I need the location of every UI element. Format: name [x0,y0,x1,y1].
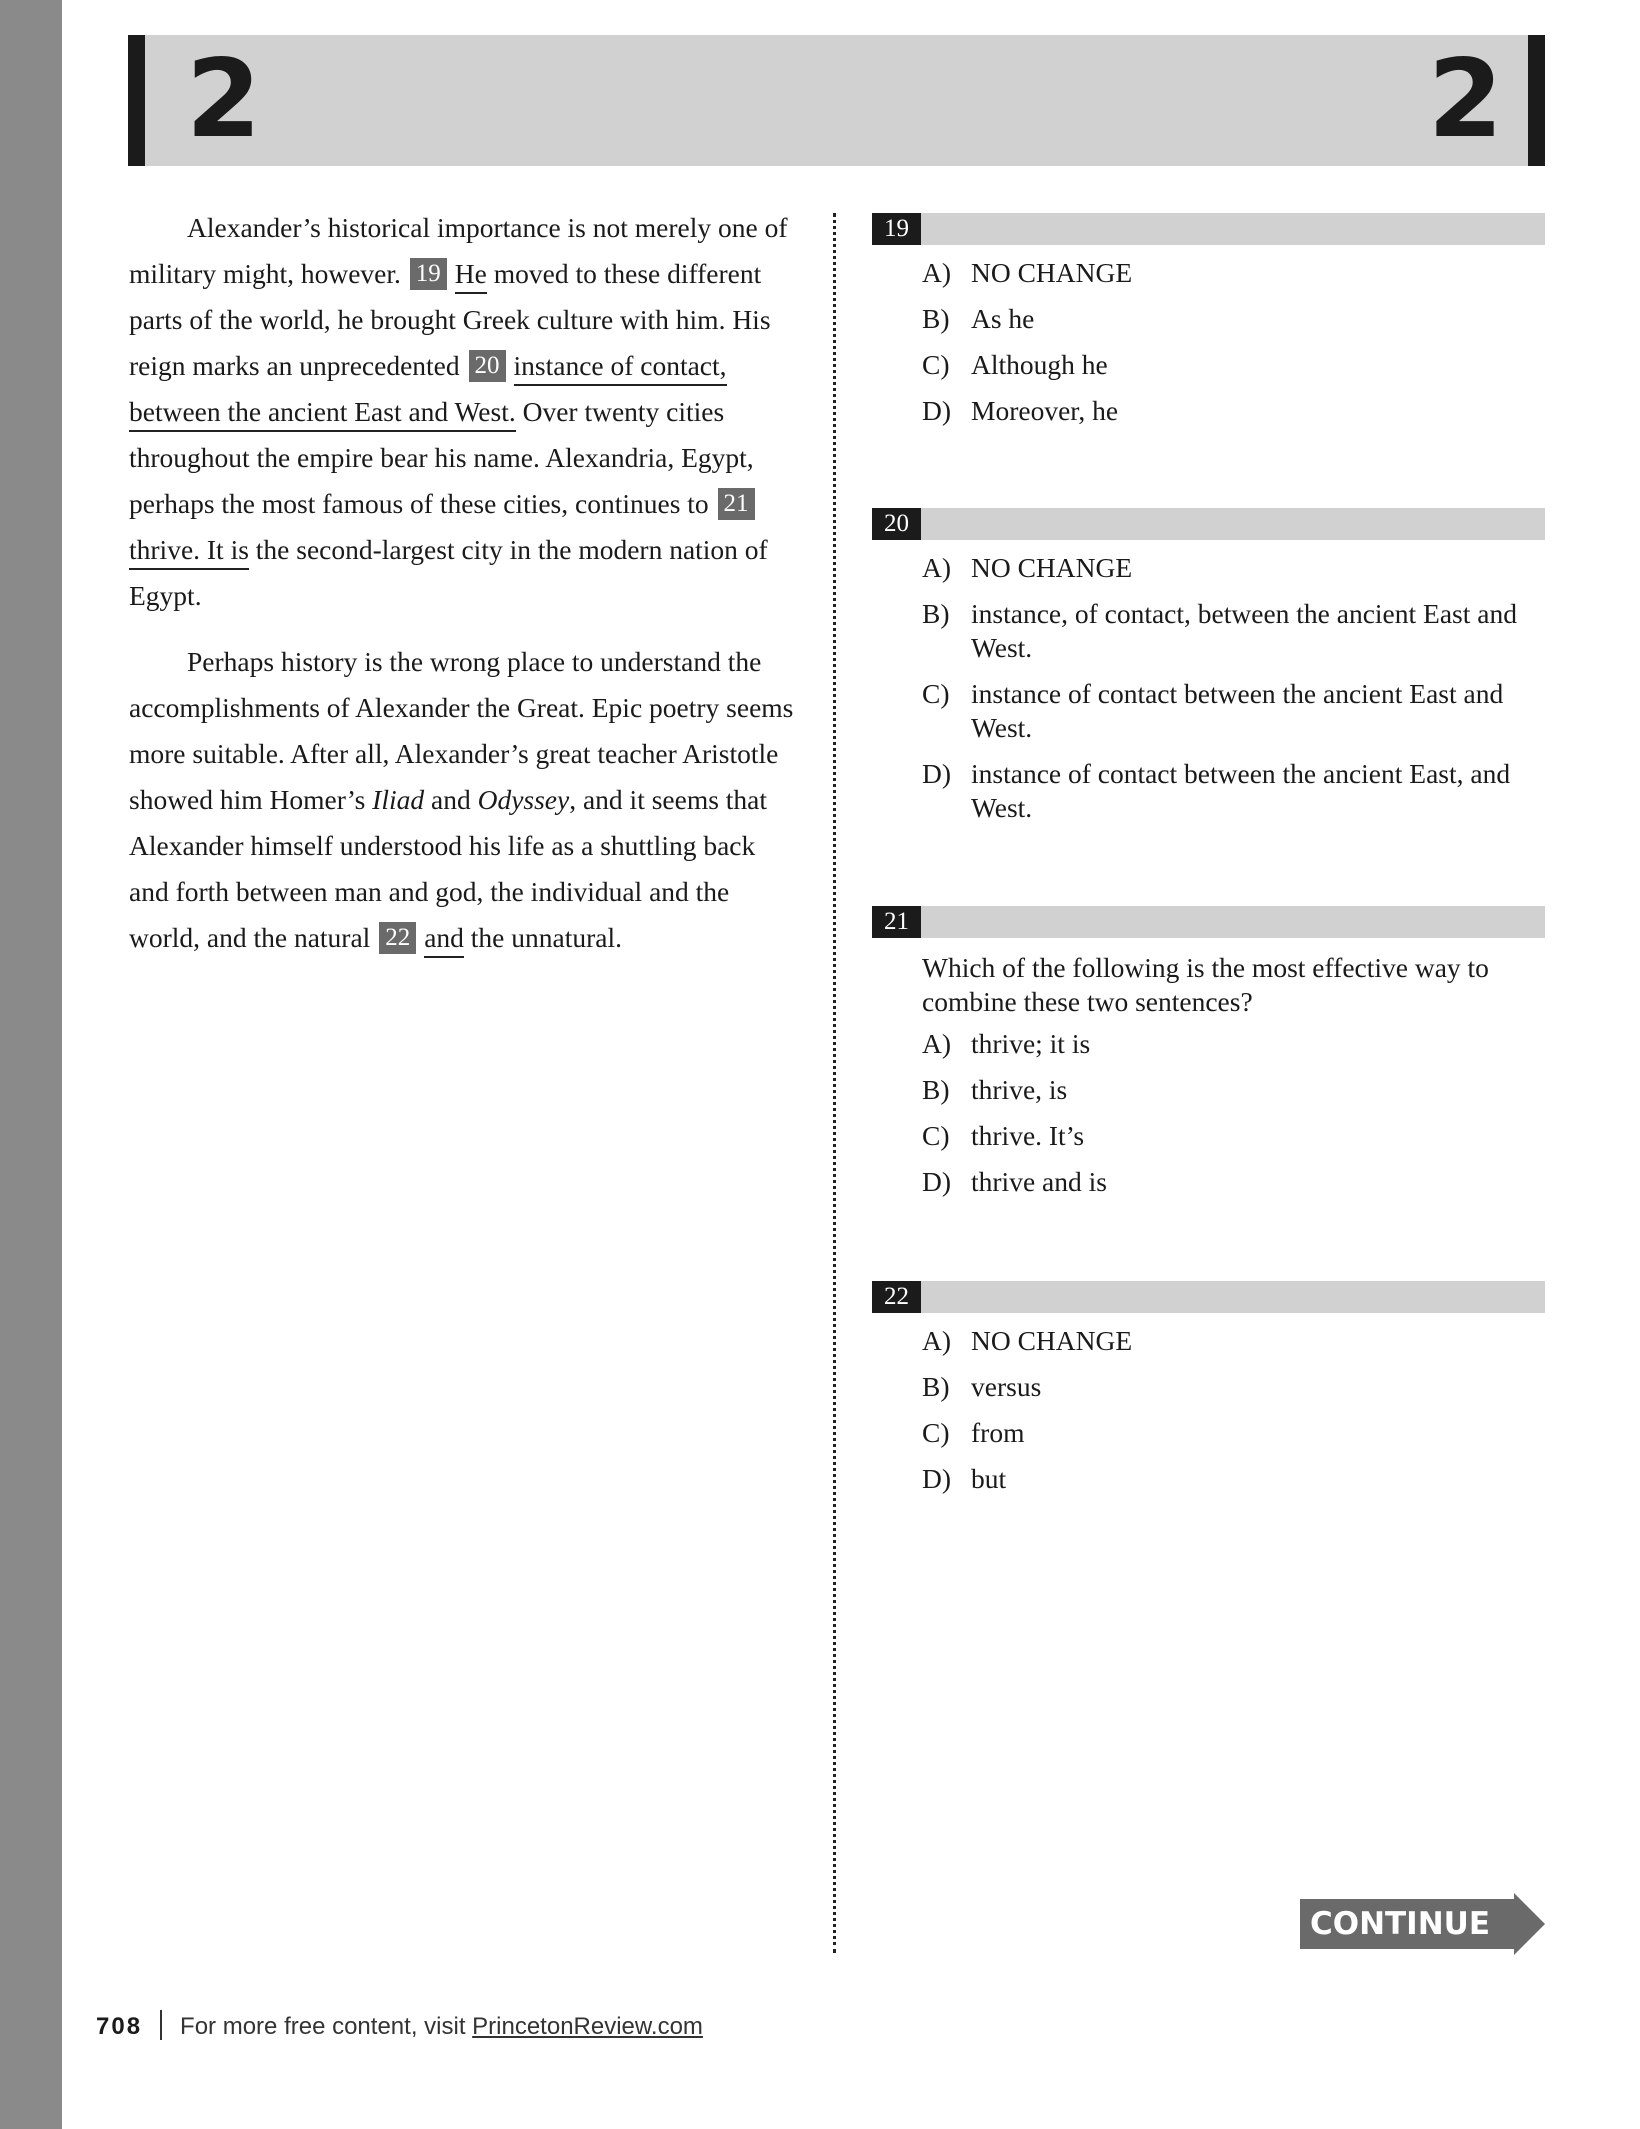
answer-choice[interactable] [922,348,1542,382]
question-header-20 [872,508,1545,540]
section-header [128,35,1545,166]
answer-choice[interactable] [922,551,1542,585]
choice-letter: D) [922,758,952,789]
passage-text: the second-largest city in the modern nation of Egypt. [129,534,768,611]
question-marker-21: 21 [718,488,755,520]
choice-text: thrive; it is [971,1028,1091,1059]
choice-text: instance of contact between the ancient East, and West. [971,758,1511,823]
choice-letter: A) [922,552,952,583]
passage-text: Perhaps history is the wrong place to understand the accomplishments of Alexander the Great. Epic poetry seems more suitable. After all, Alexander’s great teacher Aristotle showed him Homer’s [129,646,794,815]
answer-choice[interactable] [922,1462,1542,1496]
page-number: 708 [96,2013,143,2040]
choice-letter: D) [922,395,952,426]
question-number: 19 [872,213,921,245]
choice-text: but [971,1463,1007,1494]
question-marker-22: 22 [379,922,416,954]
footer-text: For more free content, visit [180,2013,466,2040]
choice-letter: C) [922,1120,950,1151]
column-divider [833,213,836,1953]
choice-text: Moreover, he [971,395,1119,426]
section-number-right: 2 [1427,37,1503,162]
passage-paragraph-1 [129,205,799,619]
footer-link[interactable]: PrincetonReview.com [472,2013,703,2040]
choice-text: instance of contact between the ancient East and West. [971,678,1504,743]
continue-button[interactable] [1300,1893,1545,1955]
choice-letter: B) [922,598,950,629]
question-choices-20 [922,551,1542,837]
question-number: 20 [872,508,921,540]
question-number: 21 [872,906,921,938]
header-right-mark [1528,35,1545,166]
choice-text: thrive and is [971,1166,1107,1197]
choice-letter: D) [922,1166,952,1197]
underlined-phrase-22: and [424,922,464,958]
choice-letter: A) [922,1325,952,1356]
answer-choice[interactable] [922,394,1542,428]
underlined-phrase-20: instance of contact, between the ancient East and West. [129,350,727,432]
italic-title: Odyssey [477,784,570,815]
choice-text: instance, of contact, between the ancient East and West. [971,598,1517,663]
page-footer [96,2010,703,2050]
choice-letter: A) [922,1028,952,1059]
section-number-left: 2 [186,37,262,162]
italic-title: Iliad [372,784,425,815]
answer-choice[interactable] [922,1119,1542,1153]
answer-choice[interactable] [922,1165,1542,1199]
question-header-21 [872,906,1545,938]
underlined-phrase-21: thrive. It is [129,534,249,570]
choice-text: versus [971,1371,1042,1402]
answer-choice[interactable] [922,1416,1542,1450]
choice-letter: A) [922,257,952,288]
passage-text: Over twenty cities throughout the empire bear his name. Alexandria, Egypt, perhaps the most famous of these cities, continues to [129,396,754,519]
choice-text: from [971,1417,1025,1448]
choice-letter: C) [922,678,950,709]
answer-choice[interactable] [922,1324,1542,1358]
answer-choice[interactable] [922,302,1542,336]
answer-choice[interactable] [922,597,1542,665]
choice-letter: B) [922,303,950,334]
answer-choice[interactable] [922,677,1542,745]
choice-letter: B) [922,1074,950,1105]
answer-choice[interactable] [922,1027,1542,1061]
continue-label: CONTINUE [1309,1906,1491,1942]
question-stem: Which of the following is the most effective way to combine these two sentences? [922,952,1489,1017]
question-choices-19 [922,256,1542,440]
passage-paragraph-2 [129,639,799,961]
question-header-19 [872,213,1545,245]
question-choices-21 [922,951,1542,1211]
passage [129,205,799,981]
choice-letter: B) [922,1371,950,1402]
question-number: 22 [872,1281,921,1313]
question-marker-20: 20 [469,350,506,382]
passage-text: , and it seems that Alexander himself understood his life as a shuttling back and forth between man and god, the individual and the world, and the natural [129,784,768,953]
passage-text: moved to these different parts of the world, he brought Greek culture with him. His reign marks an unprecedented [129,258,771,381]
answer-choice[interactable] [922,1370,1542,1404]
header-left-mark [128,35,145,166]
choice-text: NO CHANGE [971,1325,1133,1356]
question-header-22 [872,1281,1545,1313]
answer-choice[interactable] [922,256,1542,290]
choice-letter: C) [922,349,950,380]
passage-text: and [430,784,471,815]
choice-letter: C) [922,1417,950,1448]
answer-choice[interactable] [922,1073,1542,1107]
choice-text: thrive, is [971,1074,1068,1105]
question-marker-19: 19 [410,258,447,290]
choice-text: NO CHANGE [971,257,1133,288]
choice-text: thrive. It’s [971,1120,1085,1151]
choice-text: NO CHANGE [971,552,1133,583]
question-choices-22 [922,1324,1542,1508]
passage-text: the unnatural. [470,922,622,953]
choice-text: Although he [971,349,1108,380]
answer-choice[interactable] [922,757,1542,825]
underlined-phrase-19: He [455,258,487,294]
choice-text: As he [971,303,1035,334]
choice-letter: D) [922,1463,952,1494]
passage-text: Alexander’s historical importance is not merely one of military might, however. [129,212,788,289]
left-margin-bar [0,0,62,2129]
footer-separator [160,2010,162,2040]
